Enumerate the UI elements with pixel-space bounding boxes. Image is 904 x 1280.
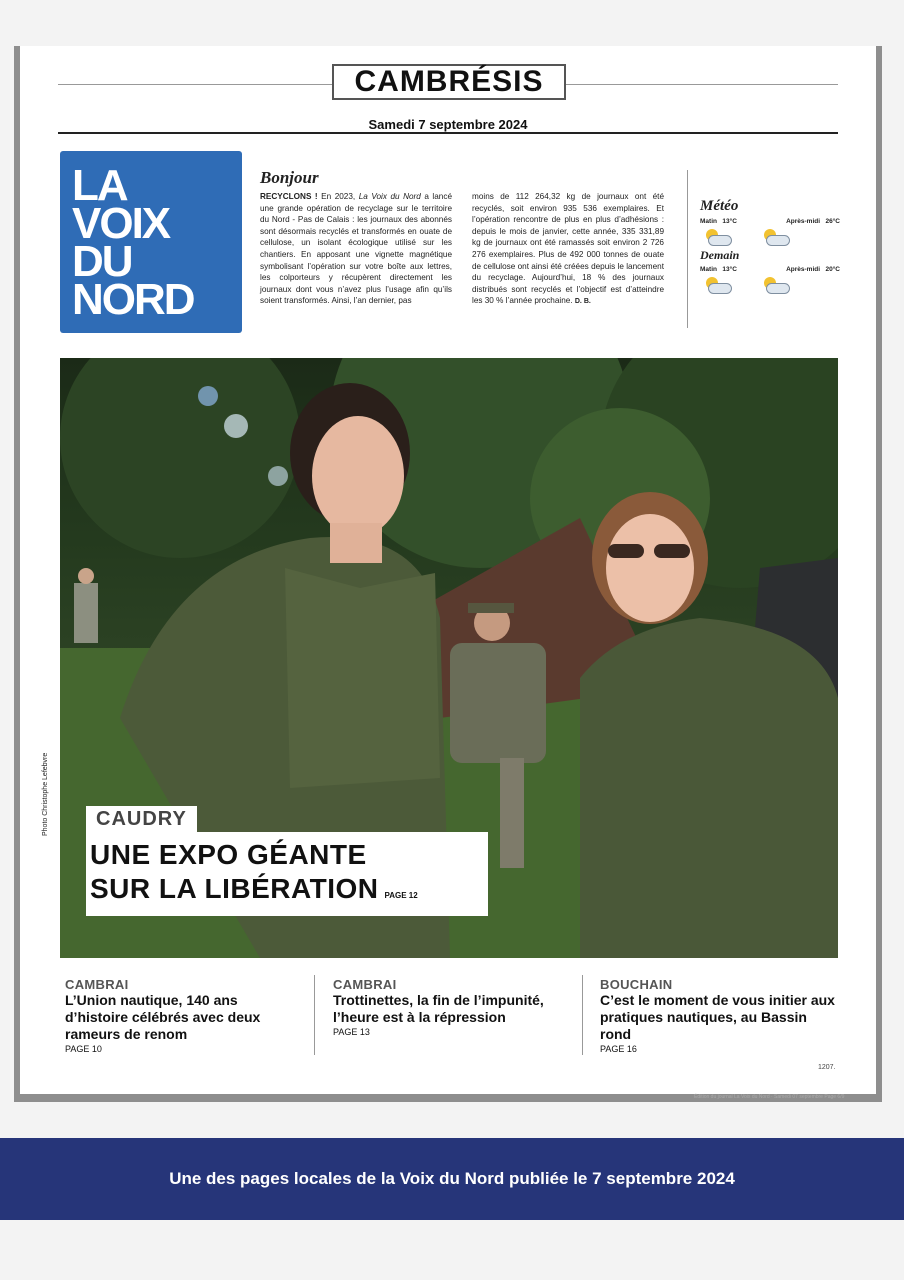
teaser-item[interactable] [600,977,840,1054]
editorial-column-2 [472,191,664,308]
weather-tomorrow-row [700,266,840,273]
teaser-page: PAGE 13 [333,1027,370,1037]
weather-box [700,198,840,295]
main-headline-box[interactable] [86,832,488,916]
date-rule [58,132,838,134]
editorial-paper-name: La Voix du Nord [358,192,421,201]
issue-date: Samedi 7 septembre 2024 [368,117,528,132]
page-number: 1207. [818,1064,836,1071]
main-headline-line: UNE EXPO GÉANTE [90,839,367,870]
sun-cloud-rain-icon [760,277,790,295]
weather-morning-label: Matin 13°C [700,218,737,225]
sun-cloud-icon [760,229,790,247]
teaser-kicker: CAMBRAI [333,977,397,992]
weather-morning-label: Matin 13°C [700,266,737,273]
logo-line: LA [72,161,127,210]
sun-cloud-icon [702,229,732,247]
section-rule-right [566,84,838,85]
logo-line: NORD [72,275,194,324]
column-divider [687,170,688,328]
teaser-kicker: CAMBRAI [65,977,129,992]
photo-credit: Photo Christophe Lefebvre [42,752,49,836]
weather-today-row [700,218,840,225]
section-rule-left [58,84,332,85]
teaser-title: C’est le moment de vous initier aux pratiques nautiques, au Bassin rond [600,992,835,1042]
teaser-item[interactable] [65,977,301,1054]
editorial-signature: D. B. [574,298,591,306]
editorial-text: moins de 112 264,32 kg de journaux ont été recyclés, soit environ 935 536 exemplaires. Et l’opération rencontre de plus en plus d’adhésions : depuis le mois de janvier, cette année, 335 331,89 kg de journaux ont été ramassés soit environ 2 726 276 exemplaires. Plus de 492 000 tonnes de ouate de cellulose ont ainsi été créées depuis le lancement du recyclage. Aujourd’hui, 18 % des journaux distribués sont recyclés et l’objectif est d’atteindre les 30 % l’année prochaine. [472,192,664,306]
fine-print: Édition du journal La Voix du Nord · Samedi 07 septembre Page 6/9 [694,1094,845,1100]
teaser-divider [582,975,583,1055]
teaser-page: PAGE 10 [65,1044,102,1054]
logo-line: DU [72,237,132,286]
sun-cloud-icon [702,277,732,295]
teaser-title: L’Union nautique, 140 ans d’histoire célébrés avec deux rameurs de renom [65,992,261,1042]
teaser-kicker: BOUCHAIN [600,977,673,992]
logo-line: VOIX [72,199,170,248]
newspaper-page [20,46,876,1094]
caption-band [0,1138,904,1220]
weather-afternoon-label: Après-midi 20°C [786,266,840,273]
editorial-column-1 [260,191,452,307]
teaser-page: PAGE 16 [600,1044,637,1054]
main-headline-page: PAGE 12 [384,891,418,900]
editorial-title: Bonjour [260,168,319,187]
editorial-lead: RECYCLONS ! [260,192,318,201]
teaser-title: Trottinettes, la fin de l’impunité, l’heure est à la répression [333,992,544,1025]
main-story-kicker: CAUDRY [86,806,197,832]
main-headline-line: SUR LA LIBÉRATION PAGE 12 [90,873,418,904]
editorial-text: a lancé une grande opération de recyclage sur le territoire du Nord - Pas de Calais : les journaux des abonnés sont désormais recyclés et transformés en ouate de cellulose, un isolant écologique utilisé sur les chantiers. En apposant une vignette magnétique symbolisant l’opération sur votre boîte aux lettres, les colporteurs y récupèrent directement les journaux dont vous n’avez plus l’usage afin qu’ils soient transformés. Ainsi, l’an dernier, pas [260,192,452,306]
newspaper-logo [60,151,242,333]
teaser-divider [314,975,315,1055]
weather-afternoon-label: Après-midi 26°C [786,218,840,225]
weather-title: Météo [700,198,739,214]
editorial-text: En 2023, [317,192,359,201]
caption-text: Une des pages locales de la Voix du Nord publiée le 7 septembre 2024 [169,1169,735,1188]
weather-tomorrow-title: Demain [700,248,740,262]
section-title: CAMBRÉSIS [332,64,566,100]
teaser-item[interactable] [333,977,563,1037]
